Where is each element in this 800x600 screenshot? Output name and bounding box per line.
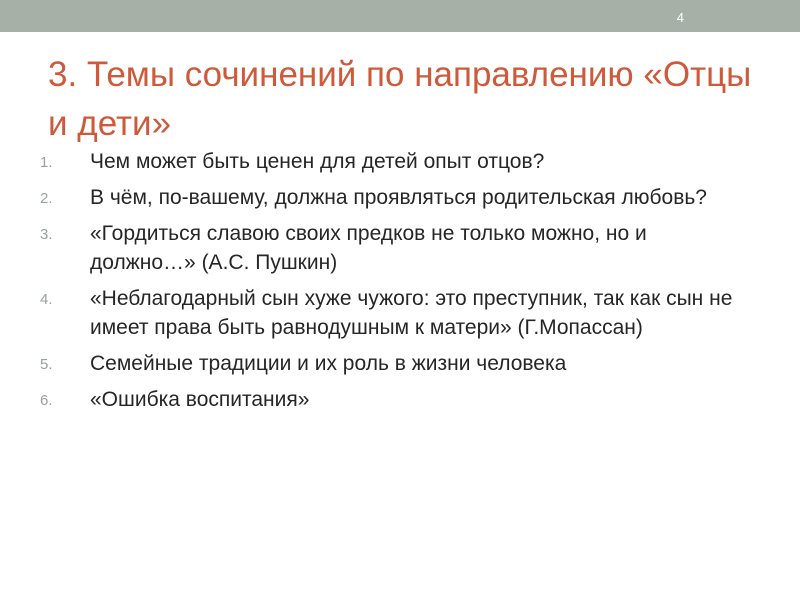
list-item-number: 4. [40,291,53,308]
list-item-number: 5. [40,356,53,373]
list-item [40,147,740,176]
list-item [40,349,740,378]
list-item-text: В чём, по-вашему, должна проявляться родительская любовь? [90,186,707,209]
list-item-text: «Неблагодарный сын хуже чужого: это преступник, так как сын не имеет права быть равнодушным к матери» (Г.Мопассан) [90,287,733,339]
slide-number: 4 [676,10,684,25]
list-item-text: Семейные традиции и их роль в жизни человека [90,352,567,375]
slide-header-bar [0,0,800,32]
list-item [40,219,740,277]
list-item [40,385,740,414]
slide-title: 3. Темы сочинений по направлению «Отцы и дети» [48,55,752,143]
list-item-number: 3. [40,226,53,243]
topics-list [40,147,740,421]
list-item [40,183,740,212]
list-item-text: Чем может быть ценен для детей опыт отцов? [90,150,545,173]
list-item-number: 2. [40,190,53,207]
list-item-number: 6. [40,392,53,409]
list-item-text: «Гордиться славою своих предков не только можно, но и должно…» (А.С. Пушкин) [90,222,647,274]
list-item [40,284,740,342]
list-item-number: 1. [40,154,53,171]
list-item-text: «Ошибка воспитания» [90,388,310,411]
